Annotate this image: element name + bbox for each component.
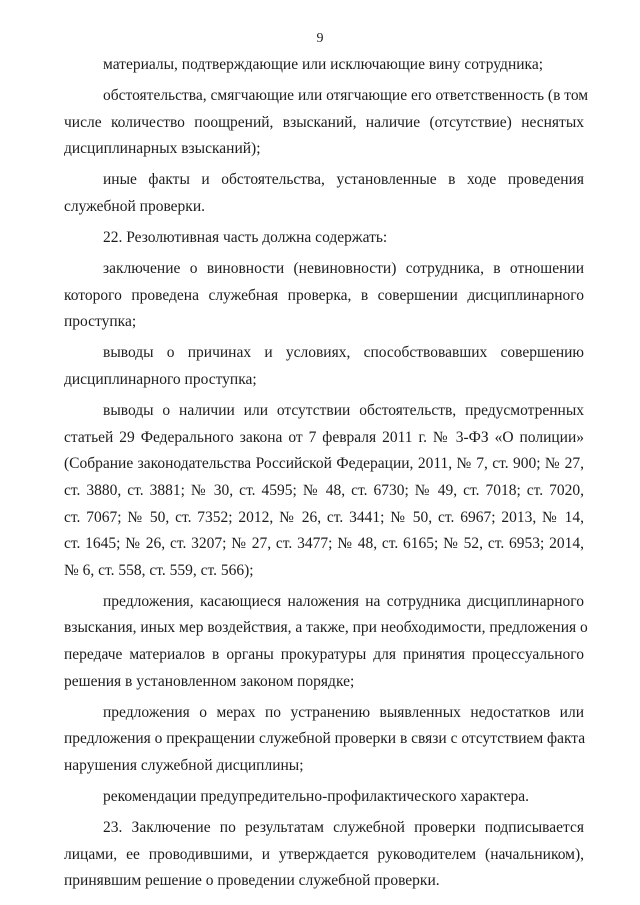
text-line: передаче материалов в органы прокуратуры для принятия процессуального [64,645,584,663]
text-line: предложения, касающиеся наложения на сотрудника дисциплинарного [103,592,584,610]
text-line: предложения о мерах по устранению выявленных недостатков или [103,703,584,721]
paragraph-penalty-proposals [64,589,588,695]
paragraph-causes [64,340,584,393]
text-line: № 6, ст. 558, ст. 559, ст. 566); [64,561,254,579]
text-line: заключение о виновности (невиновности) сотрудника, в отношении [103,260,584,278]
text-line: лицами, ее проводившими, и утверждается руководителем (начальником), [64,845,584,863]
text-line: проступка; [64,313,137,331]
paragraph-circumstances [64,83,589,163]
text-line: ст. 7067; № 50, ст. 7352; 2012, № 26, ст. 3441; № 50, ст. 6967; 2013, № 14, [64,508,584,526]
paragraph-other-facts [64,167,584,220]
text-line: материалы, подтверждающие или исключающие вину сотрудника; [103,56,544,73]
text-line: статьей 29 Федерального закона от 7 февраля 2011 г. № 3-ФЗ «О полиции» [64,428,584,446]
text-line: предложения о прекращении служебной проверки в связи с отсутствием факта [64,730,586,748]
text-line: иные факты и обстоятельства, установленные в ходе проведения [103,171,584,189]
paragraph-materials [64,52,584,79]
paragraph-conclusion-guilt [64,256,584,336]
text-line: (Собрание законодательства Российской Федерации, 2011, № 7, ст. 900; № 27, [64,455,584,473]
text-line: обстоятельства, смягчающие или отягчающие его ответственность (в том [103,87,589,105]
paragraph-clause-22 [64,225,584,252]
page-number: 9 [316,31,324,46]
text-line: дисциплинарного проступка; [64,371,257,389]
text-line: ст. 3880, ст. 3881; № 30, ст. 4595; № 48, ст. 6730; № 49, ст. 7018; ст. 7020, [64,481,584,499]
paragraph-remedy-proposals [64,700,584,780]
text-line: нарушения служебной дисциплины; [64,756,304,774]
paragraph-law-circumstances [64,398,584,584]
document-body [64,52,589,895]
text-line: решения в установленном законом порядке; [64,672,355,690]
text-line: рекомендации предупредительно-профилактического характера. [103,787,529,805]
text-line: числе количество поощрений, взысканий, наличие (отсутствие) неснятых [64,113,584,131]
text-line: выводы о наличии или отсутствии обстоятельств, предусмотренных [103,402,584,420]
text-line: ст. 1645; № 26, ст. 3207; № 27, ст. 3477; № 48, ст. 6165; № 52, ст. 6953; 2014, [64,535,584,553]
text-line: принявшим решение о проведении служебной проверки. [64,872,440,890]
text-line: выводы о причинах и условиях, способствовавших совершению [103,344,584,362]
text-line: 22. Резолютивная часть должна содержать: [103,229,388,247]
paragraph-clause-23 [64,815,584,895]
text-line: 23. Заключение по результатам служебной проверки подписывается [103,819,584,837]
paragraph-recommendations [64,784,584,811]
text-line: дисциплинарных взысканий); [64,140,261,158]
text-line: служебной проверки. [64,197,205,215]
text-line: которого проведена служебная проверка, в совершении дисциплинарного [64,286,584,304]
text-line: взыскания, иных мер воздействия, а также, при необходимости, предложения о [64,619,588,637]
